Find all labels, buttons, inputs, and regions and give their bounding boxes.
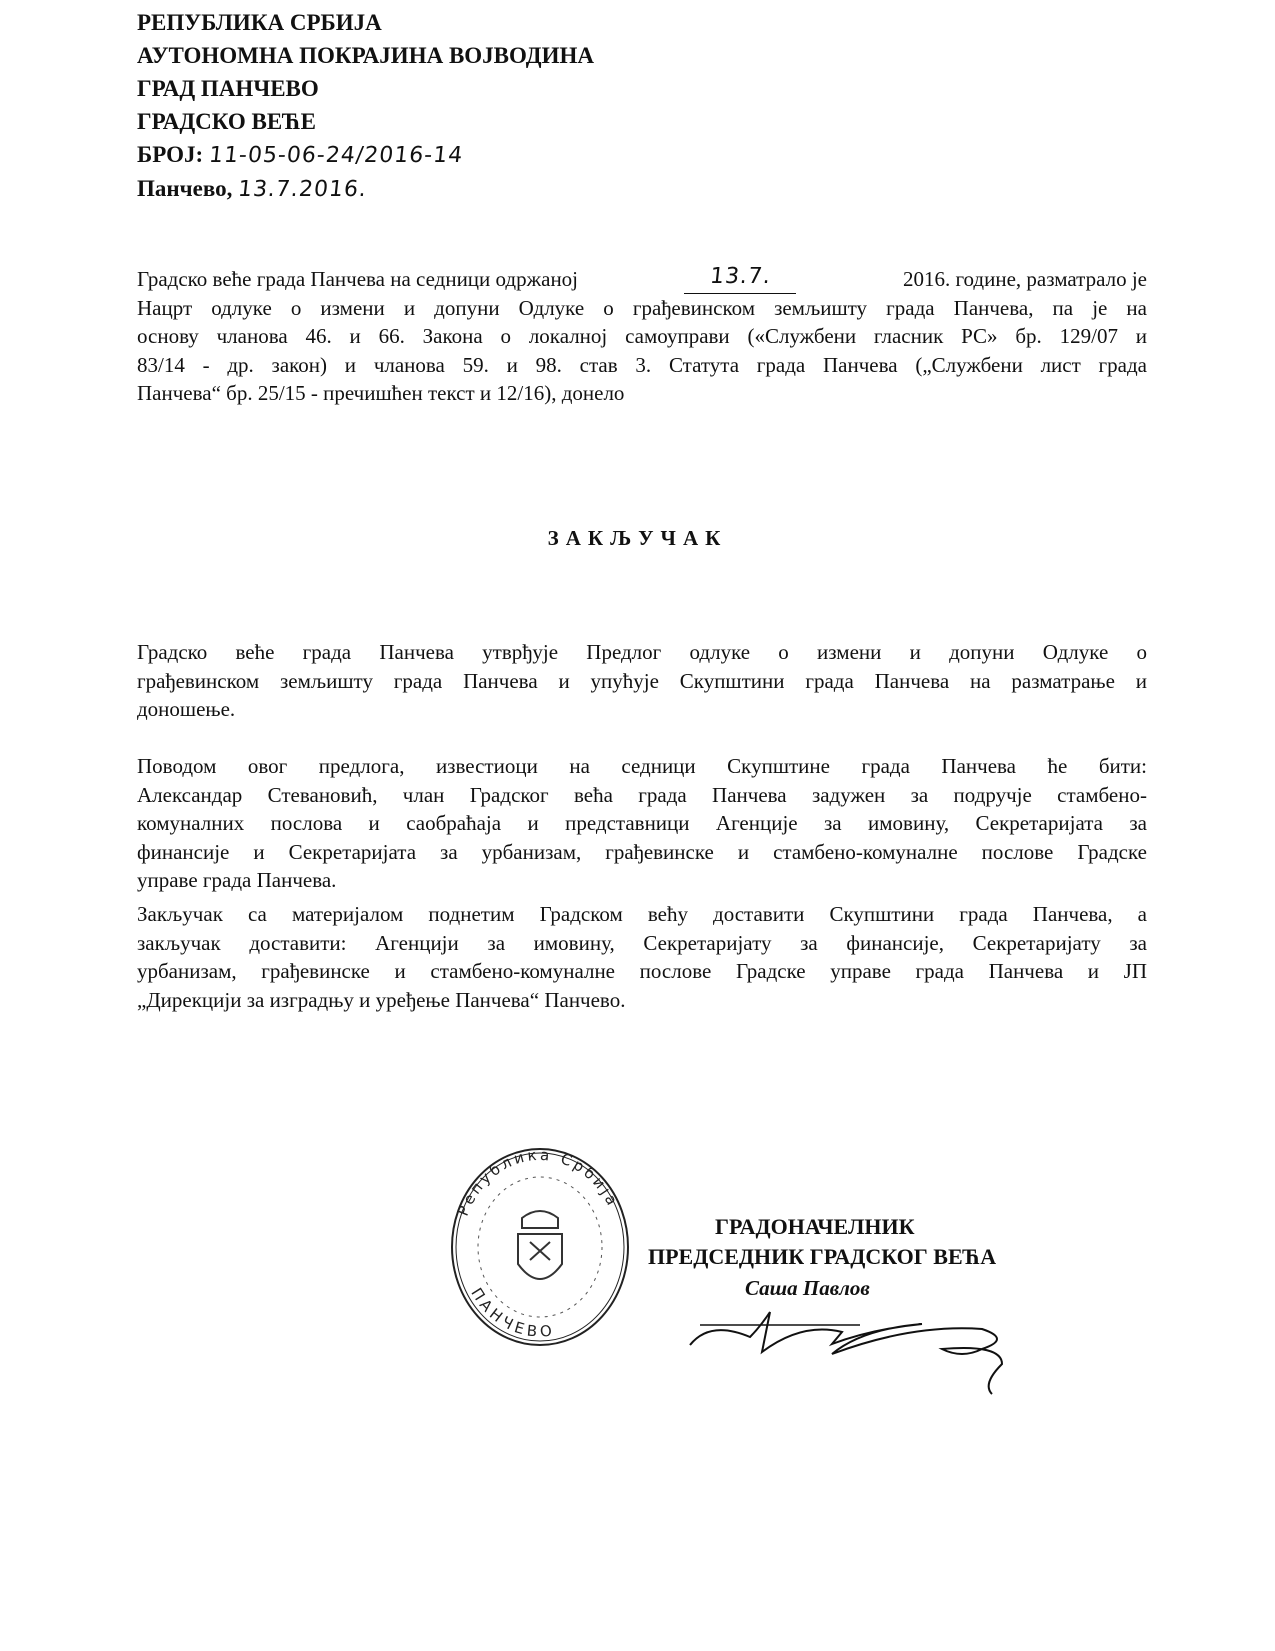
- header-country: РЕПУБЛИКА СРБИЈА: [137, 10, 382, 35]
- number-handwritten: 11-05-06-24/2016-14: [207, 143, 465, 168]
- signatory-name: Саша Павлов: [745, 1276, 870, 1300]
- paragraph-1: [137, 638, 1147, 724]
- paragraph-3: [137, 900, 1147, 1014]
- text-line: управе града Панчева.: [137, 868, 337, 892]
- header-council: ГРАДСКО ВЕЋЕ: [137, 109, 316, 134]
- intro-text-b: 2016. године, разматрало је: [902, 267, 1147, 291]
- text-line: Поводом овог предлога, известиоци на седници Скупштине града Панчева ће бити:: [137, 754, 1147, 778]
- intro-paragraph: [137, 265, 1147, 408]
- signatory-title-mayor: ГРАДОНАЧЕЛНИК: [715, 1214, 915, 1239]
- intro-line: Нацрт одлуке о измени и допуни Одлуке о грађевинском земљишту града Панчева, па је на: [137, 295, 1147, 320]
- text-line: урбанизам, грађевинске и стамбено-комуналне послове Градске управе града Панчева и ЈП: [137, 959, 1147, 983]
- svg-text:ПАНЧЕВО: [467, 1285, 557, 1341]
- session-date-field: [684, 265, 796, 294]
- text-line: доношење.: [137, 697, 236, 721]
- official-stamp: [440, 1140, 640, 1355]
- header-place-date: [137, 172, 594, 206]
- text-line: Александар Стевановић, члан Градског већа града Панчева задужен за подручје стамбено-: [137, 782, 1147, 807]
- text-line: Закључак са материјалом поднетим Градском већу доставити Скупштини града Панчева, а: [137, 902, 1147, 926]
- header-city: ГРАД ПАНЧЕВО: [137, 76, 319, 101]
- session-date-handwritten: 13.7.: [708, 264, 773, 289]
- stamp-bottom-text: ПАНЧЕВО: [467, 1284, 557, 1341]
- number-label: БРОЈ:: [137, 142, 204, 167]
- text-line: „Дирекцији за изградњу и уређење Панчева“ Панчево.: [137, 987, 626, 1012]
- document-title: ЗАКЉУЧАК: [547, 526, 728, 550]
- intro-line: Панчева“ бр. 25/15 - пречишћен текст и 12/16), донело: [137, 381, 625, 405]
- header-number: [137, 138, 594, 172]
- intro-line: [137, 265, 1147, 294]
- coat-of-arms-icon: [518, 1211, 562, 1279]
- paragraph-2: [137, 752, 1147, 895]
- place-label: Панчево,: [137, 176, 233, 201]
- text-line: финансије и Секретаријата за урбанизам, грађевинске и стамбено-комуналне послове Градске: [137, 839, 1147, 864]
- intro-line: 83/14 - др. закон) и чланова 59. и 98. став 3. Статута града Панчева („Службени лист града: [137, 352, 1147, 377]
- stamp-lettering-ring: [478, 1177, 602, 1317]
- intro-text-a: Градско веће града Панчева на седници одржаној: [137, 267, 579, 291]
- handwritten-signature: [680, 1300, 1100, 1390]
- text-line: закључак доставити: Агенцији за имовину, Секретаријату за финансије, Секретаријату за: [137, 930, 1147, 955]
- signatory-title-council-president: ПРЕДСЕДНИК ГРАДСКОГ ВЕЋА: [648, 1244, 997, 1269]
- svg-text:Република Србија: [454, 1146, 623, 1219]
- stamp-outer-text: Република Србија: [453, 1145, 623, 1219]
- text-line: Градско веће града Панчева утврђује Предлог одлуке о измени и допуни Одлуке о: [137, 640, 1147, 664]
- header-province: АУТОНОМНА ПОКРАЈИНА ВОЈВОДИНА: [137, 43, 594, 68]
- date-handwritten: 13.7.2016.: [236, 177, 369, 202]
- text-line: грађевинском земљишту града Панчева и упућује Скупштини града Панчева на разматрање и: [137, 668, 1147, 693]
- text-line: комуналних послова и саобраћаја и представници Агенције за имовину, Секретаријата за: [137, 811, 1147, 835]
- document-header: [137, 6, 594, 206]
- intro-line: основу чланова 46. и 66. Закона о локалној самоуправи («Службени гласник РС» бр. 129/07 и: [137, 324, 1147, 348]
